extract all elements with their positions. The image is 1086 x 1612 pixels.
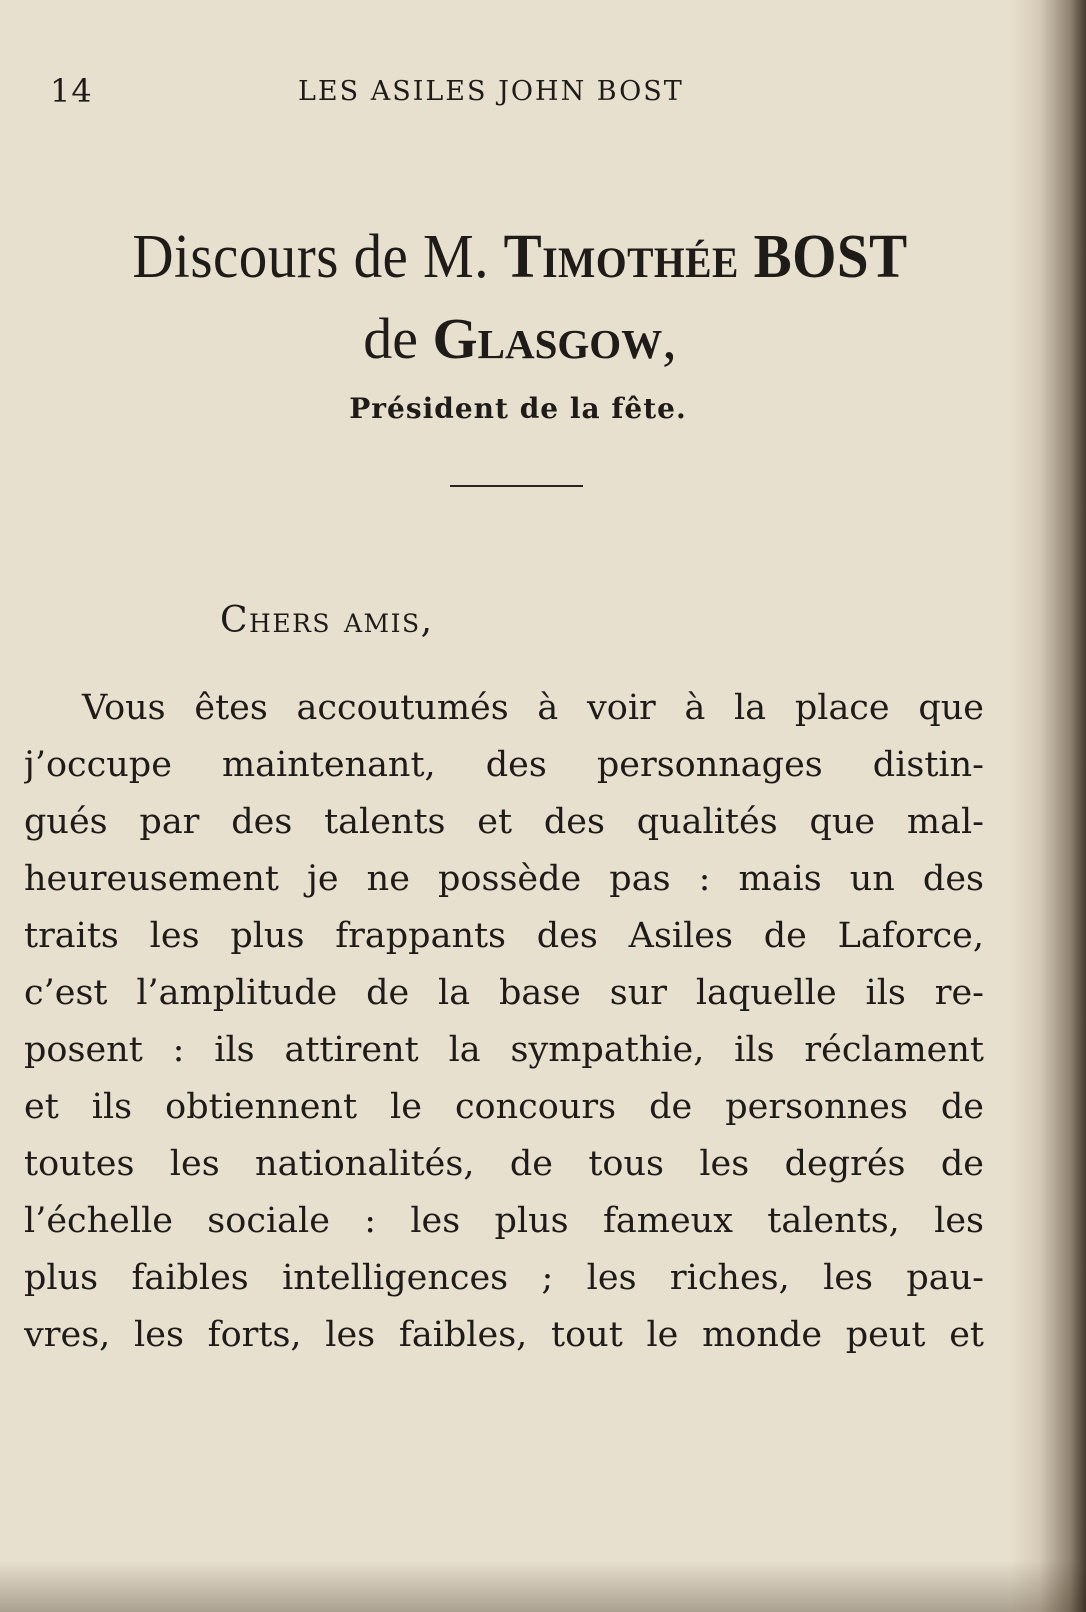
speech-subtitle: Président de la fête. <box>349 392 687 425</box>
body-line: traits les plus frappants des Asiles de Laforce, <box>24 916 984 956</box>
title-place: Glasgow <box>432 306 663 371</box>
body-paragraph <box>24 680 984 1364</box>
body-line: vres, les forts, les faibles, tout le monde peut et <box>24 1315 984 1355</box>
body-line: posent : ils attirent la sympathie, ils réclament <box>24 1030 984 1070</box>
body-line: et ils obtiennent le concours de personnes de <box>24 1087 984 1127</box>
section-divider <box>450 485 583 487</box>
title-place-prefix: de <box>363 306 433 371</box>
page-number: 14 <box>50 72 93 110</box>
body-line: c’est l’amplitude de la base sur laquelle ils re- <box>24 973 984 1013</box>
body-line: gués par des talents et des qualités que mal- <box>24 802 984 842</box>
body-line: j’occupe maintenant, des personnages distin- <box>24 745 984 785</box>
body-line: Vous êtes accoutumés à voir à la place que <box>82 688 984 728</box>
body-line: l’échelle sociale : les plus fameux talents, les <box>24 1201 984 1241</box>
speech-title <box>42 222 999 293</box>
salutation: Chers amis, <box>220 600 434 641</box>
speech-title-place <box>0 305 1040 372</box>
body-line: toutes les nationalités, de tous les degrés de <box>24 1144 984 1184</box>
body-line: heureusement je ne possède pas : mais un des <box>24 859 984 899</box>
title-surname: BOST <box>738 223 908 291</box>
title-prefix: Discours de M. <box>132 223 504 291</box>
title-place-suffix: , <box>662 306 677 371</box>
body-line: plus faibles intelligences ; les riches, les pau- <box>24 1258 984 1298</box>
title-first-name: Timothée <box>503 223 739 291</box>
running-head <box>0 72 1086 122</box>
running-title: LES ASILES JOHN BOST <box>298 76 684 107</box>
